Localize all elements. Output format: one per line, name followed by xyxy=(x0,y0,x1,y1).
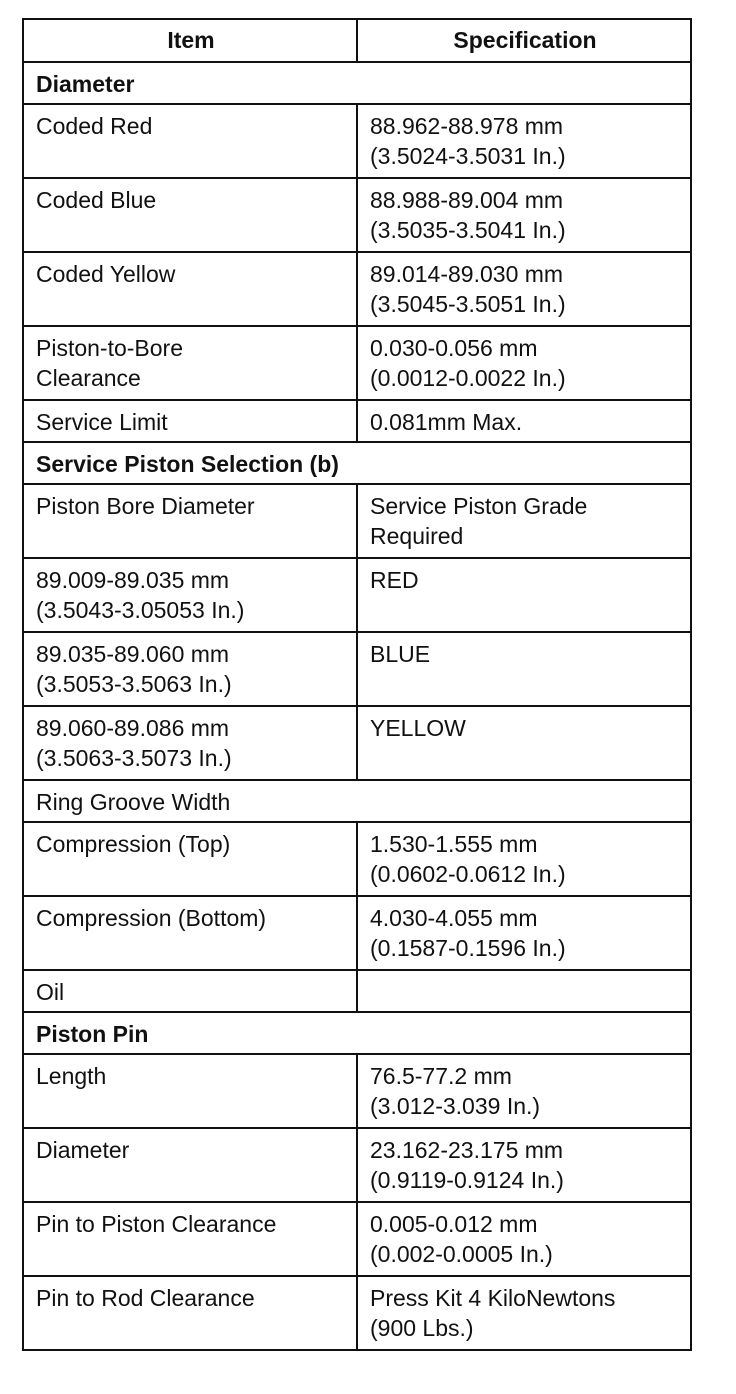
spec-line: (0.0602-0.0612 In.) xyxy=(370,861,566,887)
spec-line: 88.988-89.004 mm xyxy=(370,187,564,213)
item-line: Compression (Bottom) xyxy=(36,905,267,931)
spec-line: Required xyxy=(370,523,464,549)
table-row xyxy=(23,632,691,706)
spec-line: (0.0012-0.0022 In.) xyxy=(370,365,566,391)
item-line: (3.5043-3.05053 In.) xyxy=(36,597,245,623)
spec-line: 4.030-4.055 mm xyxy=(370,905,538,931)
table-row xyxy=(23,1128,691,1202)
section-heading: Service Piston Selection (b) xyxy=(23,442,691,484)
spec-cell xyxy=(357,400,691,442)
spec-line: Service Piston Grade xyxy=(370,493,588,519)
spec-cell xyxy=(357,1128,691,1202)
item-line: Coded Red xyxy=(36,113,153,139)
spec-line: (900 Lbs.) xyxy=(370,1315,474,1341)
item-line: Pin to Rod Clearance xyxy=(36,1285,255,1311)
subheading-row xyxy=(23,780,691,822)
item-line: Coded Blue xyxy=(36,187,157,213)
specification-table xyxy=(22,18,692,1351)
item-line: Piston Bore Diameter xyxy=(36,493,255,519)
spec-line: 89.014-89.030 mm xyxy=(370,261,564,287)
table-row xyxy=(23,326,691,400)
item-cell xyxy=(23,400,357,442)
table-row xyxy=(23,178,691,252)
table-row xyxy=(23,1276,691,1350)
spec-line: YELLOW xyxy=(370,715,466,741)
section-row xyxy=(23,1012,691,1054)
spec-line: 76.5-77.2 mm xyxy=(370,1063,512,1089)
spec-cell xyxy=(357,896,691,970)
table-row xyxy=(23,1054,691,1128)
spec-cell xyxy=(357,632,691,706)
spec-cell xyxy=(357,178,691,252)
spec-line: 0.030-0.056 mm xyxy=(370,335,538,361)
section-row xyxy=(23,62,691,104)
table-header xyxy=(23,19,691,62)
spec-line: (0.1587-0.1596 In.) xyxy=(370,935,566,961)
spec-line: 0.005-0.012 mm xyxy=(370,1211,538,1237)
spec-line: 0.081mm Max. xyxy=(370,409,523,435)
header-specification: Specification xyxy=(357,19,691,62)
item-cell xyxy=(23,178,357,252)
header-item: Item xyxy=(23,19,357,62)
item-line: Compression (Top) xyxy=(36,831,231,857)
item-line: 89.009-89.035 mm xyxy=(36,567,230,593)
spec-line: (3.5045-3.5051 In.) xyxy=(370,291,566,317)
table-row xyxy=(23,896,691,970)
spec-cell xyxy=(357,822,691,896)
table-row xyxy=(23,252,691,326)
spec-cell xyxy=(357,1054,691,1128)
item-cell xyxy=(23,484,357,558)
table-row xyxy=(23,104,691,178)
item-cell xyxy=(23,326,357,400)
spec-cell xyxy=(357,706,691,780)
table-row xyxy=(23,970,691,1012)
spec-line: (0.9119-0.9124 In.) xyxy=(370,1167,564,1193)
spec-cell xyxy=(357,326,691,400)
item-line: Diameter xyxy=(36,1137,130,1163)
spec-cell xyxy=(357,484,691,558)
item-line: Pin to Piston Clearance xyxy=(36,1211,277,1237)
table-row xyxy=(23,1202,691,1276)
item-line: Service Limit xyxy=(36,409,168,435)
item-cell xyxy=(23,1128,357,1202)
item-cell xyxy=(23,970,357,1012)
item-line: 89.035-89.060 mm xyxy=(36,641,230,667)
table-row xyxy=(23,822,691,896)
item-line: Oil xyxy=(36,979,65,1005)
spec-cell xyxy=(357,970,691,1012)
header-row xyxy=(23,19,691,62)
item-line: (3.5063-3.5073 In.) xyxy=(36,745,232,771)
section-row xyxy=(23,442,691,484)
section-heading: Piston Pin xyxy=(23,1012,691,1054)
item-cell xyxy=(23,632,357,706)
item-cell xyxy=(23,1276,357,1350)
table-row xyxy=(23,706,691,780)
item-line: Clearance xyxy=(36,365,141,391)
item-line: Coded Yellow xyxy=(36,261,176,287)
spec-line: 1.530-1.555 mm xyxy=(370,831,538,857)
item-line: (3.5053-3.5063 In.) xyxy=(36,671,232,697)
item-cell xyxy=(23,822,357,896)
spec-line: (3.012-3.039 In.) xyxy=(370,1093,541,1119)
spec-line: (3.5035-3.5041 In.) xyxy=(370,217,566,243)
table-row xyxy=(23,400,691,442)
spec-line: 88.962-88.978 mm xyxy=(370,113,564,139)
spec-cell xyxy=(357,252,691,326)
spec-line: BLUE xyxy=(370,641,431,667)
spec-cell xyxy=(357,558,691,632)
spec-line: (0.002-0.0005 In.) xyxy=(370,1241,553,1267)
item-cell xyxy=(23,896,357,970)
item-cell xyxy=(23,1054,357,1128)
spec-cell xyxy=(357,1276,691,1350)
item-cell xyxy=(23,252,357,326)
item-line: 89.060-89.086 mm xyxy=(36,715,230,741)
spec-line: RED xyxy=(370,567,419,593)
spec-cell xyxy=(357,104,691,178)
table-body xyxy=(23,62,691,1350)
item-cell xyxy=(23,706,357,780)
spec-cell xyxy=(357,1202,691,1276)
item-line: Piston-to-Bore xyxy=(36,335,184,361)
item-cell xyxy=(23,558,357,632)
spec-line: (3.5024-3.5031 In.) xyxy=(370,143,566,169)
spec-line: 23.162-23.175 mm xyxy=(370,1137,564,1163)
table-row xyxy=(23,558,691,632)
item-line: Length xyxy=(36,1063,107,1089)
item-cell xyxy=(23,1202,357,1276)
table-row xyxy=(23,484,691,558)
subheading: Ring Groove Width xyxy=(23,780,691,822)
item-cell xyxy=(23,104,357,178)
spec-line: Press Kit 4 KiloNewtons xyxy=(370,1285,616,1311)
section-heading: Diameter xyxy=(23,62,691,104)
